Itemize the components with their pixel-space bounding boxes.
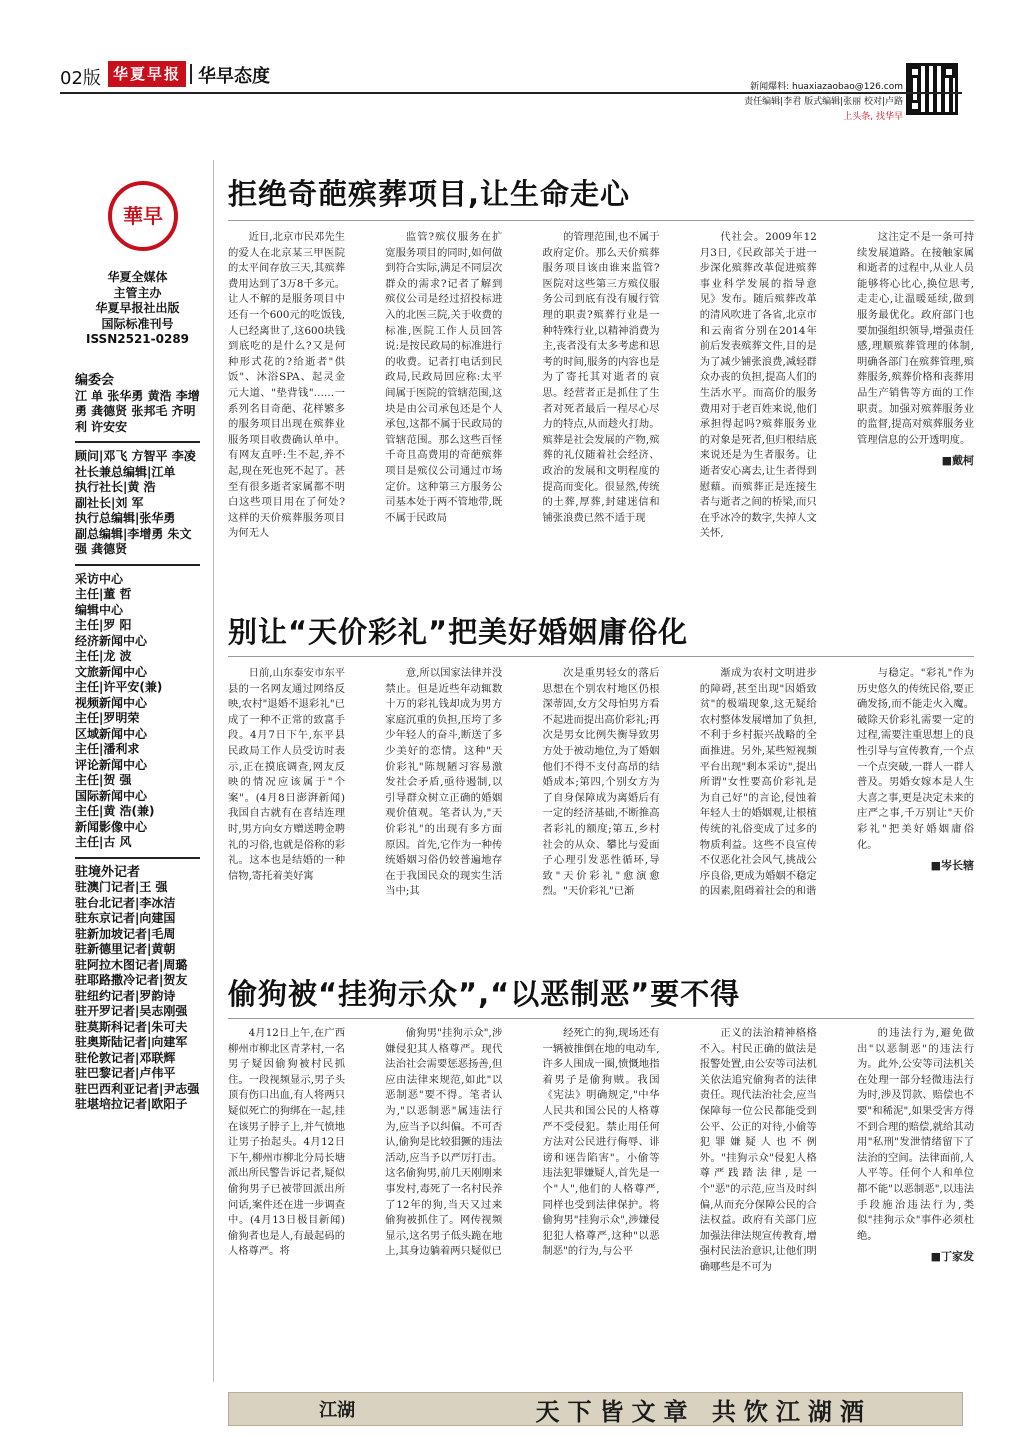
article-column xyxy=(543,1026,660,1388)
correspondent-entry: 驻东京记者|向建国 xyxy=(75,911,176,925)
staff-entry: 社长兼总编辑|江单 xyxy=(75,464,176,479)
publisher-lines xyxy=(75,270,200,348)
center-entry: 主任|贺 强 xyxy=(75,773,132,787)
staff-entry: 副社长|刘 军 xyxy=(75,495,144,510)
title-rule xyxy=(228,220,974,221)
staff-list xyxy=(75,449,200,558)
qr-code-icon xyxy=(906,63,958,115)
column-text: 代社会。2009年12月3日,《民政部关于进一步深化殡葬改革促进殡葬事业科学发展的指导意见》发布。随后殡葬改革的清风吹进了各省,北京市和云南省分别在2014年前后发表殡葬文件,目的是为了减少铺张浪费,减轻群众办丧的负担,提高人们的生活水平。而高价的服务费用对于老百姓来说,他们承担得起吗?殡葬服务业的对象是死者,但归根结底来说还是为生者服务。让逝者安心离去,让生者得到慰藉。而殡葬正是连接生者与逝者之间的桥梁,而只在乎冰冷的数字,失掉人文关怀, xyxy=(699,231,817,540)
publisher-line: 华夏早报社出版 xyxy=(95,301,180,315)
column-text: 意,所以国家法律并没禁止。但是近些年动辄数十万的彩礼钱却成为男方家庭沉重的负担,压垮了多少年轻人的奋斗,断送了多少美好的恋情。这种"天价彩礼"陈规陋习容易激发社会矛盾,亟待遏制,以引导群众树立正确的婚姻观价值观。笔者认为,"天价彩礼"的出现有多方面原因。首先,它作为一种传统婚姻习俗仍较普遍地存在于我国民众的现实生活当中;其 xyxy=(385,667,503,898)
article-column xyxy=(543,666,660,966)
center-entry: 主任|罗明荣 xyxy=(75,711,140,725)
center-entry: 新闻影像中心 xyxy=(75,819,148,834)
center-entry: 评论新闻中心 xyxy=(75,757,148,772)
section-name: 华早态度 xyxy=(198,66,270,87)
correspondent-entry: 驻澳门记者|王 强 xyxy=(75,880,168,894)
article-body xyxy=(228,230,974,602)
correspondent-entry: 驻奥斯陆记者|向建军 xyxy=(75,1035,188,1049)
ad-brand: 江湖 xyxy=(319,1400,356,1421)
column-text: 这注定不是一条可持续发展道路。在接触家属和逝者的过程中,从业人员能够将心比心,换位思考,走走心,让温暖延续,做到服务最优化。政府部门也要加强组织领导,增强责任感,理顺殡葬管理的体制,明确各部门在殡葬管理,殡葬服务,殡葬价格和丧葬用品生产销售等方面的工作职责。加强对殡葬服务业的监督,提高对殡葬服务业管理信息的公开透明度。 xyxy=(857,231,974,446)
publisher-line: ISSN2521-0289 xyxy=(85,332,190,346)
correspondent-entry: 驻莫斯科记者|朱可夫 xyxy=(75,1019,188,1034)
slogan: 上头条, 找华早 xyxy=(843,112,903,122)
column-text: 的管理范围,也不属于政府定价。那么天价殡葬服务项目该由谁来监管?医院对这些第三方殡仪服务公司到底有没有履行管理的职责?殡葬行业是一种特殊行业,以精神消费为主,丧者没有太多考虑和思考的时间,服务的内容也是为了寄托其对逝者的哀思。经营者正是抓住了生者对死者最后一程尽心尽力的特点,从而趁火打劫。殡葬是社会发展的产物,殡葬的礼仪随着社会经济、政治的发展和文明程度的提高而变化。很显然,传统的土葬,厚葬,封建迷信和铺张浪费已然不适于现 xyxy=(542,231,660,524)
article-column xyxy=(700,230,817,602)
column-text: 近日,北京市民邓先生的爱人在北京某三甲医院的太平间存放三天,其殡葬费用达到了3万8千多元。让人不解的是服务项目中还有一个600元的吃饭钱,人已经离世了,这600块钱到底吃的是什么?又是何种形式花的?给逝者"供饭"、沐浴SPA、起灵金元大道、"垫背钱"……一系列名目奇葩、花样繁多的服务项目出现在殡葬业服务项目收费确认单中。有网友直呼:生不起,养不起,现在死也死不起了。甚至有很多逝者家属都不明白这些项目用在了何处?这样的天价殡葬服务项目为何无人 xyxy=(228,231,345,540)
page-number: 02版 xyxy=(60,68,101,89)
correspondent-entry: 驻纽约记者|罗韵诗 xyxy=(75,988,176,1003)
article-author: ■岑长辖 xyxy=(930,859,974,873)
column-text: 偷狗男"挂狗示众",涉嫌侵犯其人格尊严。现代法治社会需要惩恶扬善,但应由法律来规范,如此"以恶制恶"要不得。笔者认为,"以恶制恶"属违法行为,应当予以纠偏。不可否认,偷狗是比较猖獗的违法活动,应当予以严厉打击。这名偷狗男,前几天刚刚来事发村,毒死了一名村民养了12年的狗,当天又过来偷狗被抓住了。网传视频显示,这名男子低头跪在地上,其身边躺着两只疑似已 xyxy=(385,1027,503,1258)
article-column xyxy=(228,666,345,966)
center-entry: 经济新闻中心 xyxy=(75,633,148,648)
article-column xyxy=(228,230,345,602)
article-column xyxy=(385,1026,502,1388)
center-entry: 主任|黄 浩(兼) xyxy=(75,804,155,818)
article-title: 别让“天价彩礼”把美好婚姻庸俗化 xyxy=(228,615,689,649)
article-title: 拒绝奇葩殡葬项目,让生命走心 xyxy=(228,177,631,211)
article-column xyxy=(700,1026,817,1388)
article-author: ■戴柯 xyxy=(941,454,974,468)
correspondent-entry: 驻巴黎记者|卢伟平 xyxy=(75,1066,176,1080)
article-column xyxy=(857,666,974,966)
center-entry: 区域新闻中心 xyxy=(75,726,148,741)
column-text: 经死亡的狗,现场还有一辆被推倒在地的电动车,许多人围成一圈,愤慨地指着男子是偷狗贼。我国《宪法》明确规定,"中华人民共和国公民的人格尊严不受侵犯。禁止用任何方法对公民进行侮辱、诽谤和诬告陷害"。小偷等违法犯罪嫌疑人,首先是一个"人",他们的人格尊严,同样也受到法律保护。将偷狗男"挂狗示众",涉嫌侵犯犯人格尊严,这种"以恶制恶"的行为,与公平 xyxy=(542,1027,660,1258)
article-column xyxy=(543,230,660,602)
center-entry: 编辑中心 xyxy=(75,602,124,617)
center-entry: 国际新闻中心 xyxy=(75,788,148,803)
column-text: 渐成为农村文明进步的障碍,甚至出现"因婚致贫"的极端现象,这无疑给农村整体发展增加了负担,不利于乡村振兴战略的全面推进。另外,某些短视频平台出现"剩本采访",提出所谓"女性要高价彩礼是为自己好"的言论,侵蚀着年轻人士的婚姻观,让根植传统的礼俗变成了过多的物质利益。这些不良宣传不仅恶化社会风气,挑战公序良俗,更成为婚姻不稳定的因素,阻碍着社会的和谐 xyxy=(699,667,817,898)
article-author: ■丁家发 xyxy=(930,1250,974,1264)
correspondent-entry: 驻开罗记者|吴志刚强 xyxy=(75,1004,188,1018)
committee-title: 编委会 xyxy=(75,373,115,388)
publisher-line: 华夏全媒体 xyxy=(107,270,168,284)
staff-entry: 执行社长|黄 浩 xyxy=(75,480,156,494)
center-entry: 主任|古 风 xyxy=(75,835,132,849)
article-column xyxy=(700,666,817,966)
article-column xyxy=(385,230,502,602)
correspondent-entry: 驻堪培拉记者|欧阳子 xyxy=(75,1097,188,1111)
overseas-title: 驻境外记者 xyxy=(75,864,141,880)
center-entry: 主任|龙 波 xyxy=(75,649,132,663)
center-entry: 主任|潘利求 xyxy=(75,742,140,756)
article-column xyxy=(228,1026,345,1388)
publisher-line: 主管主办 xyxy=(113,285,162,300)
publisher-block xyxy=(75,270,200,348)
article-column xyxy=(857,230,974,602)
news-tip-email: 新闻爆料: huaxiazaobao@126.com xyxy=(750,82,903,92)
editor-credits: 责任编辑|李君 版式编辑|张丽 校对|卢路 xyxy=(744,97,903,107)
column-text: 日前,山东泰安市东平县的一名网友通过网络反映,农村"退婚不退彩礼"已成了一种不正常的致富手段。4月7日下午,东平县民政局工作人员受访时表示,正在摸底调查,网友反映的情况应该属于"个案"。(4月8日澎湃新闻)我国自古就有在喜结连理时,男方向女方赠送聘金聘礼的习俗,也就是俗称的彩礼。这本也是结婚的一种信物,寄托着美好寓 xyxy=(228,667,345,882)
correspondent-entry: 驻新德里记者|黄朝 xyxy=(75,942,176,956)
publisher-line: 国际标准刊号 xyxy=(101,316,174,331)
sidebar-divider xyxy=(213,160,214,1382)
correspondent-entry: 驻巴西利亚记者|尹志强 xyxy=(75,1081,200,1096)
staff-entry: 执行总编辑|张华勇 xyxy=(75,511,176,525)
ad-slogan: 天下皆文章 共饮江湖酒 xyxy=(535,1396,872,1426)
article-column xyxy=(857,1026,974,1388)
article-column xyxy=(385,666,502,966)
masthead-staff xyxy=(75,367,200,1113)
article-body xyxy=(228,1026,974,1388)
correspondent-entry: 驻台北记者|李冰洁 xyxy=(75,895,176,910)
column-text: 与稳定。"彩礼"作为历史悠久的传统民俗,要正确发扬,而不能走火入魔。破除天价彩礼需要一定的过程,需要注重思想上的良性引导与宣传教育,一个点一个点突破,一群人一群人普及。男婚女嫁本是人生大喜之事,更是决定未来的庄严之事,千万别让"天价彩礼"把美好婚姻庸俗化。 xyxy=(857,667,974,851)
correspondent-entry: 驻新加坡记者|毛周 xyxy=(75,926,176,941)
staff-entry: 顾问|邓飞 方智平 李凌 xyxy=(75,449,196,463)
column-text: 的违法行为,避免做出"以恶制恶"的违法行为。此外,公安等司法机关在处理一部分轻微违法行为时,涉及罚款、赔偿也不要"和稀泥",如果受害方得不到合理的赔偿,就给其动用"私刑"发泄情绪留下了法治的空间。法律面前,人人平等。任何个人和单位都不能"以恶制恶",以违法手段施治违法行为,类似"挂狗示众"事件必须杜绝。 xyxy=(857,1027,974,1242)
center-entry: 视频新闻中心 xyxy=(75,695,148,710)
title-rule xyxy=(228,1018,974,1019)
paper-logo: 华夏早报 xyxy=(108,61,186,87)
column-text: 4月12日上午,在广西柳州市柳北区青茅村,一名男子疑因偷狗被村民抓住。一段视频显示,男子头顶有伤口出血,有人将两只疑似死亡的狗绑在一起,挂在该男子脖子上,并气愤地让男子抬起头。4月12日下午,柳州市柳北分局长塘派出所民警告诉记者,疑似偷狗男子已被带回派出所问话,案件还在进一步调查中。(4月13日极目新闻)偷狗者也是人,有最起码的人格尊严。将 xyxy=(228,1027,345,1258)
title-rule xyxy=(228,656,974,657)
correspondent-entry: 驻伦敦记者|邓联辉 xyxy=(75,1050,176,1065)
overseas-list xyxy=(75,880,200,1113)
header-rule xyxy=(60,92,962,94)
column-text: 正义的法治精神格格不入。村民正确的做法是报警处置,由公安等司法机关依法追究偷狗者的法律责任。现代法治社会,应当保障每一位公民都能受到公平、公正的对待,小偷等犯罪嫌疑人也不例外。"挂狗示众"侵犯人格尊严践踏法律,是一个"恶"的示范,应当及时纠偏,从而充分保障公民的合法权益。政府有关部门应加强法律法规宣传教育,增强村民法治意识,让他们明确哪些是不可为 xyxy=(699,1027,817,1273)
committee-members: 江 单 张华勇 黄浩 李增勇 龚德贤 张邦毛 齐明利 许安安 xyxy=(75,388,200,434)
header-divider xyxy=(190,64,192,84)
center-entry: 主任|罗 阳 xyxy=(75,618,132,632)
liquor-advertisement[interactable] xyxy=(228,1392,963,1426)
center-entry: 采访中心 xyxy=(75,571,124,586)
correspondent-entry: 驻阿拉木图记者|周璐 xyxy=(75,957,188,972)
article-body xyxy=(228,666,974,966)
center-entry: 主任|董 哲 xyxy=(75,587,132,601)
column-text: 次是重男轻女的落后思想在个别农村地区仍根深蒂固,女方父母怕男方看不起进而提出高价彩礼;再次是男女比例失衡导致男方处于被动地位,为了婚姻他们不得不支付高昂的结婚成本;第四,个别女方为了自身保障成为离婚后有一定的经济基础,不断推高者彩礼的额度;第五,乡村社会的从众、攀比与爱面子心理引发恶性循环,导致"天价彩礼"愈演愈烈。"天价彩礼"已渐 xyxy=(542,667,660,898)
article-title: 偷狗被“挂狗示众”,“以恶制恶”要不得 xyxy=(228,977,741,1011)
paper-seal-logo: 華早 xyxy=(108,181,178,251)
column-text: 监管?殡仪服务在扩宽服务项目的同时,如何做到符合实际,满足不同层次群众的需求?记者了解到殡仪公司是经过招投标进入的北医三院,关于收费的标准,医院工作人员回答说:是按民政局的标准进行的收费。记者打电话到民政局,民政局回应称:太平间属于医院的管辖范围,这块是由公司承包还是个人承包,这都不属于民政局的管辖范围。那么这些百怪千奇且高费用的奇葩殡葬项目是殡仪公司通过市场定价。这种第三方服务公司基本处于两不管地带,既不属于民政局 xyxy=(385,231,503,524)
center-entry: 主任|许平安(兼) xyxy=(75,680,163,694)
correspondent-entry: 驻耶路撒冷记者|贺友 xyxy=(75,973,188,987)
center-entry: 文旅新闻中心 xyxy=(75,664,148,679)
centers-list xyxy=(75,572,200,851)
staff-entry: 副总编辑|李增勇 朱文强 龚德贤 xyxy=(75,526,192,556)
